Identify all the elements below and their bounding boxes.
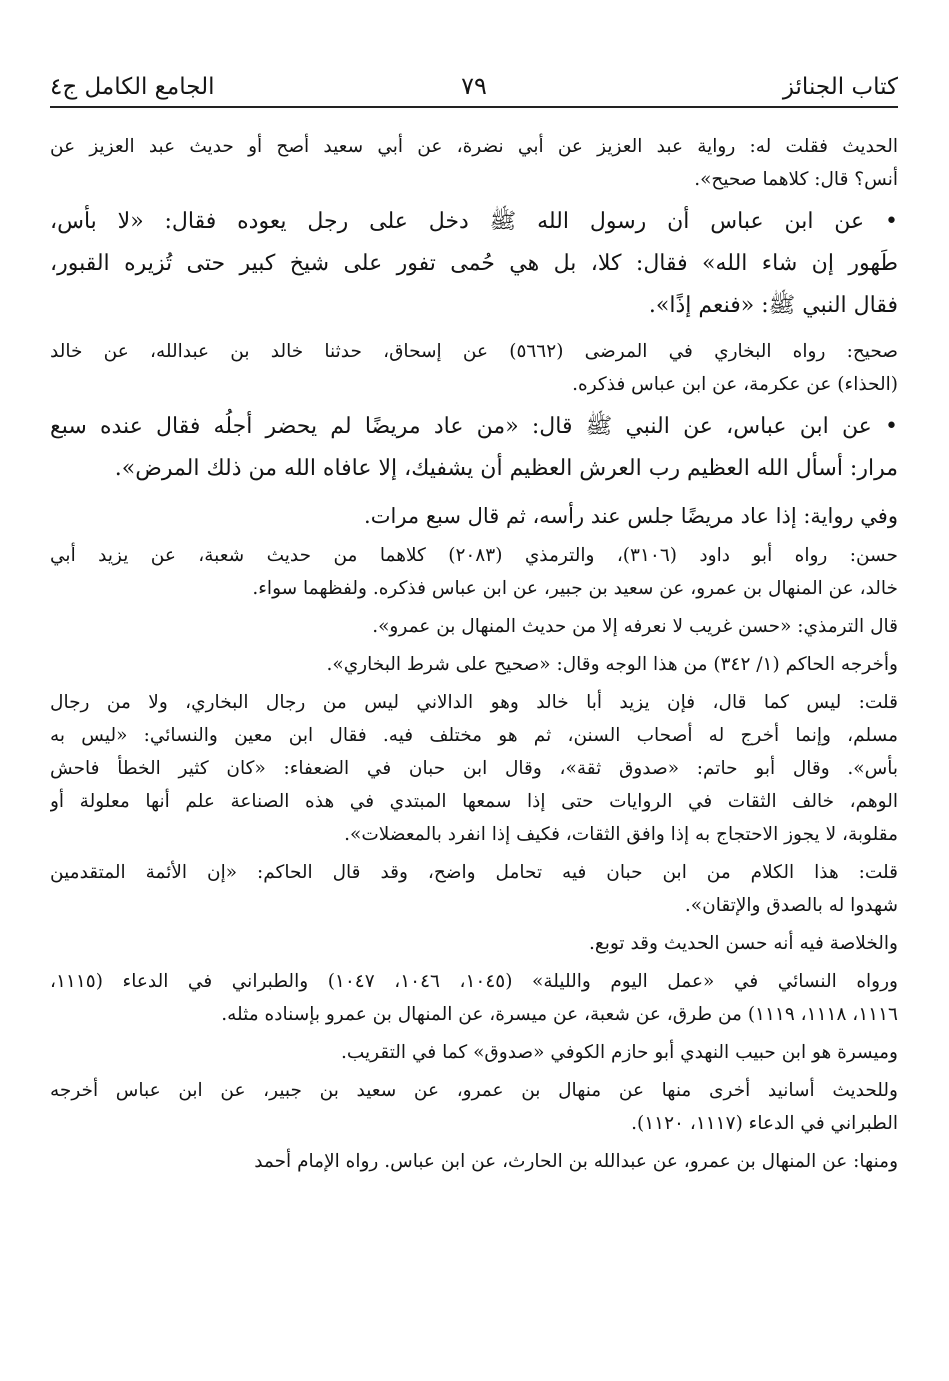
text-line: وللحديث أسانيد أخرى منها عن منهال بن عمرو، عن سعيد بن جبير، عن ابن عباس أخرجه [50,1080,898,1101]
text-line: قال الترمذي: «حسن غريب لا نعرفه إلا من حديث المنهال بن عمرو». [372,616,898,637]
commentary-paragraph [50,1036,898,1069]
text-line: الوهم، خالف الثقات في الروايات حتى إذا سمعها المبتدي في هذه الصناعة علم أنها معلولة أو [50,791,898,812]
commentary-paragraph [50,539,898,605]
text-line: طَهور إن شاء الله» فقال: كلا، بل هي حُمى تفور على شيخ كبير حتى تُزيره القبور، [50,251,898,276]
text-line: • عن ابن عباس أن رسول الله ﷺ دخل على رجل يعوده فقال: «لا بأس، [50,209,898,234]
commentary-paragraph [50,927,898,960]
text-line: والخلاصة فيه أنه حسن الحديث وقد توبع. [589,933,898,954]
text-line: مسلم، وإنما أخرج له أصحاب السنن، ثم هو مختلف فيه. فقال ابن معين والنسائي: «ليس به [50,725,898,746]
text-line: أنس؟ قال: كلاهما صحيح». [694,169,898,190]
commentary-paragraph [50,965,898,1031]
text-line: وفي رواية: إذا عاد مريضًا جلس عند رأسه، ثم قال سبع مرات. [364,504,898,528]
text-line: الحديث فقلت له: رواية عبد العزيز عن أبي نضرة، عن أبي سعيد أصح أو حديث عبد العزيز عن [50,136,898,157]
commentary-paragraph [50,610,898,643]
page-number: ٧٩ [461,72,487,100]
commentary-paragraph [50,130,898,196]
text-line: قلت: ليس كما قال، فإن يزيد أبا خالد وهو الدالاني ليس من رجال البخاري، ولا من رجال [50,692,898,713]
text-line: فقال النبي ﷺ: «فنعم إذًا». [648,293,898,318]
commentary-paragraph [50,648,898,681]
narration-paragraph [50,498,898,534]
text-line: قلت: هذا الكلام من ابن حبان فيه تحامل واضح، وقد قال الحاكم: «إن الأئمة المتقدمين [50,862,898,883]
commentary-paragraph [50,1074,898,1140]
page-body [50,130,898,1183]
text-line: مقلوبة، لا يجوز الاحتجاج به إذا وافق الثقات، فكيف إذا انفرد بالمعضلات». [344,824,898,845]
text-line: خالد، عن المنهال بن عمرو، عن سعيد بن جبير، عن ابن عباس فذكره. ولفظهما سواء. [252,578,898,599]
text-line: صحيح: رواه البخاري في المرضى (٥٦٦٢) عن إسحاق، حدثنا خالد بن عبدالله، عن خالد [50,341,898,362]
page-header [50,66,898,108]
text-line: شهدوا له بالصدق والإتقان». [684,895,898,916]
hadith-paragraph [50,201,898,327]
commentary-paragraph [50,856,898,922]
text-line: حسن: رواه أبو داود (٣١٠٦)، والترمذي (٢٠٨٣) كلاهما من حديث شعبة، عن يزيد أبي [50,545,898,566]
book-title: الجامع الكامل ج٤ [50,74,215,100]
text-line: بأس». وقال أبو حاتم: «صدوق ثقة»، وقال ابن حبان في الضعفاء: «كان كثير الخطأ فاحش [50,758,898,779]
text-line: وأخرجه الحاكم (١/ ٣٤٢) من هذا الوجه وقال: «صحيح على شرط البخاري». [326,654,898,675]
text-line: ١١١٦، ١١١٨، ١١١٩) من طرق، عن شعبة، عن ميسرة، عن المنهال بن عمرو بإسناده مثله. [221,1004,898,1025]
text-line: (الحذاء) عن عكرمة، عن ابن عباس فذكره. [572,374,898,395]
text-line: • عن ابن عباس، عن النبي ﷺ قال: «من عاد مريضًا لم يحضر أجلُه فقال عنده سبع [50,414,898,439]
commentary-paragraph [50,335,898,401]
chapter-title: كتاب الجنائز [782,74,898,100]
hadith-paragraph [50,406,898,490]
text-line: مرار: أسأل الله العظيم رب العرش العظيم أن يشفيك، إلا عافاه الله من ذلك المرض». [114,456,898,481]
text-line: ورواه النسائي في «عمل اليوم والليلة» (١٠٤٥، ١٠٤٦، ١٠٤٧) والطبراني في الدعاء (١١١٥، [50,971,898,992]
text-line: الطبراني في الدعاء (١١١٧، ١١٢٠). [631,1113,898,1134]
text-line: وميسرة هو ابن حبيب النهدي أبو حازم الكوفي «صدوق» كما في التقريب. [340,1042,898,1063]
text-line: ومنها: عن المنهال بن عمرو، عن عبدالله بن الحارث، عن ابن عباس. رواه الإمام أحمد [254,1151,898,1172]
commentary-paragraph [50,686,898,851]
commentary-paragraph [50,1145,898,1178]
